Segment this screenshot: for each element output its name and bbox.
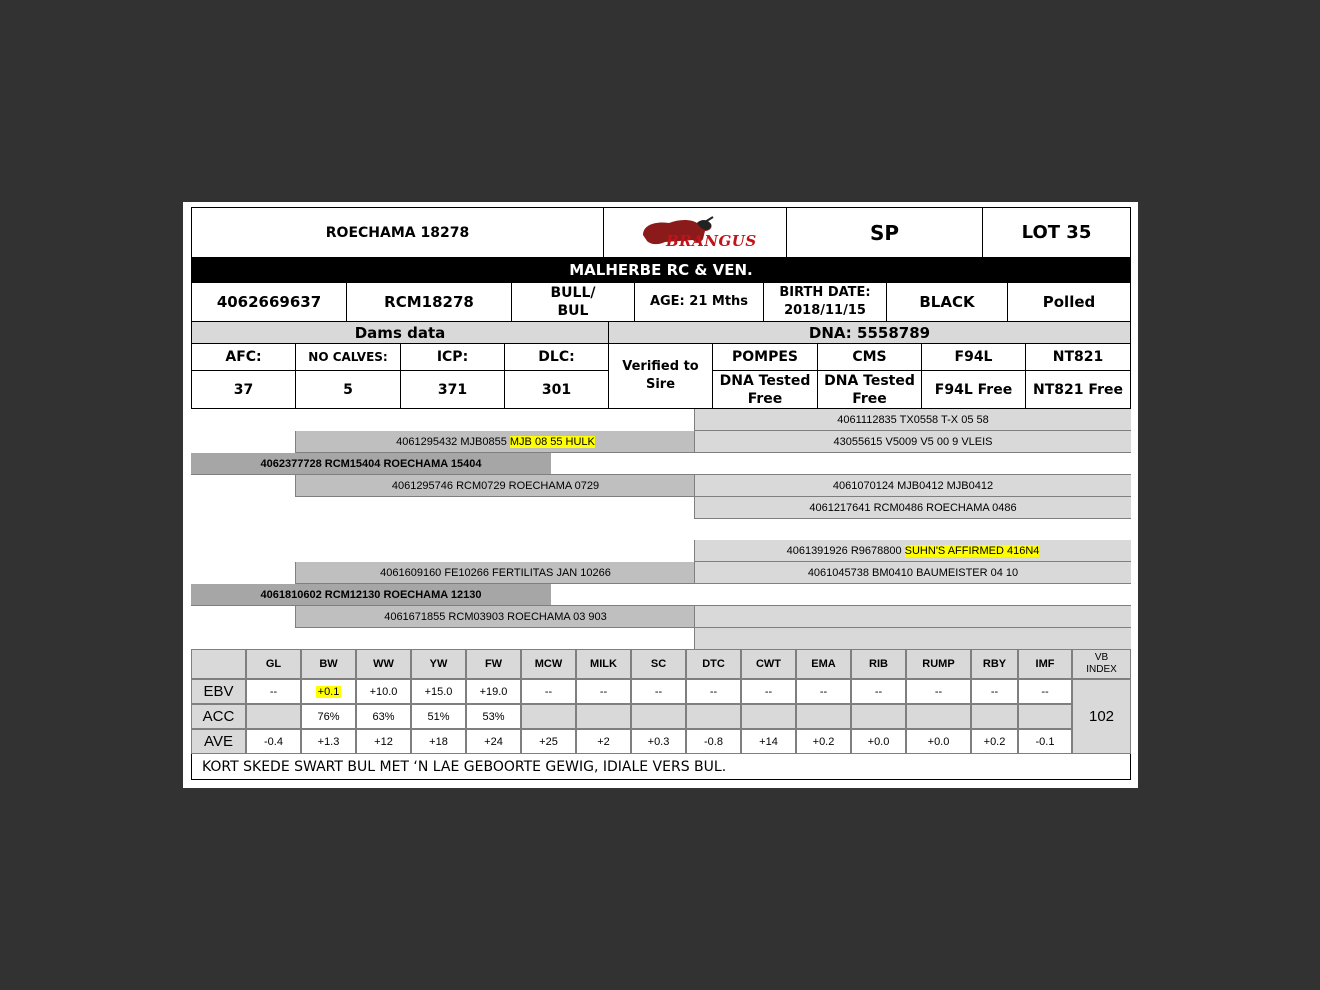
dna-test-f94l: F94L xyxy=(921,343,1026,371)
ebv-value: 53% xyxy=(482,710,505,723)
ebv-cell xyxy=(576,704,631,729)
ebv-value: -- xyxy=(819,685,828,698)
color-cell: BLACK xyxy=(886,282,1008,322)
ebv-value: -- xyxy=(764,685,773,698)
pedigree-dss-highlight: SUHN'S AFFIRMED 416N4 xyxy=(904,544,1040,557)
vb-index-label-line2: INDEX xyxy=(1086,664,1117,675)
ebv-value: +18 xyxy=(429,735,448,748)
pedigree-dam: 4061810602 RCM12130 ROECHAMA 12130 xyxy=(191,584,551,606)
birth-date: 2018/11/15 xyxy=(784,303,866,318)
ebv-value: +0.0 xyxy=(867,735,890,748)
verified-to-sire xyxy=(608,343,713,409)
vb-index-header xyxy=(1072,649,1131,679)
ebv-cell xyxy=(246,679,301,704)
class-label: SP xyxy=(786,207,983,258)
dna-header: DNA: 5558789 xyxy=(608,321,1131,344)
dna-test-nt821: NT821 xyxy=(1025,343,1131,371)
dams-icp-label: ICP: xyxy=(400,343,505,371)
dams-dlc-value: 301 xyxy=(504,370,609,409)
sex-line2: BUL xyxy=(557,303,589,319)
ebv-cell xyxy=(301,704,356,729)
ebv-value: -0.4 xyxy=(264,735,283,748)
ebv-cell xyxy=(971,704,1018,729)
ebv-cell xyxy=(851,729,906,754)
ebv-cell xyxy=(576,679,631,704)
ebv-cell xyxy=(796,679,851,704)
catalogue-card xyxy=(183,202,1138,788)
ebv-cell xyxy=(521,679,576,704)
ebv-cell xyxy=(246,729,301,754)
ebv-header-milk: MILK xyxy=(576,649,631,679)
ebv-header-ww: WW xyxy=(356,649,411,679)
ebv-cell xyxy=(686,729,741,754)
pedigree-dd: 4061671855 RCM03903 ROECHAMA 03 903 xyxy=(295,606,695,628)
ebv-cell xyxy=(796,704,851,729)
ebv-value: -0.8 xyxy=(704,735,723,748)
ebv-value: -- xyxy=(874,685,883,698)
animal-code: RCM18278 xyxy=(346,282,512,322)
ebv-cell xyxy=(741,679,796,704)
id-number: 4062669637 xyxy=(191,282,347,322)
ebv-value: +15.0 xyxy=(424,685,453,698)
dna-test-cms: CMS xyxy=(817,343,922,371)
horn-cell: Polled xyxy=(1007,282,1131,322)
ebv-cell xyxy=(971,729,1018,754)
brangus-logo xyxy=(603,207,787,258)
ebv-cell xyxy=(246,704,301,729)
ebv-header-gl: GL xyxy=(246,649,301,679)
ebv-value: +0.3 xyxy=(647,735,670,748)
ebv-header-bw: BW xyxy=(301,649,356,679)
ebv-cell xyxy=(466,729,521,754)
ebv-cell xyxy=(356,729,411,754)
ebv-cell xyxy=(906,704,971,729)
pedigree-blank-2 xyxy=(551,584,1131,606)
ebv-cell xyxy=(411,679,466,704)
ebv-value: -- xyxy=(1041,685,1049,698)
ebv-value: -- xyxy=(934,685,943,698)
pedigree-ss xyxy=(295,431,695,453)
ebv-cell xyxy=(521,729,576,754)
ebv-cell xyxy=(906,679,971,704)
ebv-value: +10.0 xyxy=(369,685,398,698)
dna-result-f94l: F94L Free xyxy=(921,370,1026,409)
ebv-value: +2 xyxy=(597,735,610,748)
age-cell: AGE: 21 Mths xyxy=(634,282,764,322)
ebv-value: -- xyxy=(269,685,278,698)
ebv-header-sc: SC xyxy=(631,649,686,679)
pedigree-sd: 4061295746 RCM0729 ROECHAMA 0729 xyxy=(295,475,695,497)
ebv-value: +1.3 xyxy=(317,735,340,748)
dams-data-header: Dams data xyxy=(191,321,609,344)
pedigree-dss-id: 4061391926 R9678800 xyxy=(786,544,905,557)
ebv-cell xyxy=(411,704,466,729)
birth-date-label: BIRTH DATE: xyxy=(779,285,871,300)
dams-calves-value: 5 xyxy=(295,370,401,409)
ebv-header-ema: EMA xyxy=(796,649,851,679)
ebv-cell xyxy=(301,729,356,754)
ebv-header-imf: IMF xyxy=(1018,649,1072,679)
breeder-bar: MALHERBE RC & VEN. xyxy=(191,258,1131,282)
ebv-value: +0.0 xyxy=(927,735,950,748)
verified-line1: Verified to xyxy=(622,359,699,374)
dna-result-nt821: NT821 Free xyxy=(1025,370,1131,409)
pedigree-sdd: 4061217641 RCM0486 ROECHAMA 0486 xyxy=(694,497,1131,519)
sex-line1: BULL/ xyxy=(550,285,596,301)
ebv-value: -0.1 xyxy=(1035,735,1055,748)
vb-index-label-line1: VB xyxy=(1094,652,1109,663)
ebv-cell xyxy=(576,729,631,754)
ebv-value: -- xyxy=(654,685,663,698)
dna-result-cms xyxy=(817,370,922,409)
pedigree-dsd: 4061045738 BM0410 BAUMEISTER 04 10 xyxy=(694,562,1131,584)
ebv-value: -- xyxy=(709,685,718,698)
ebv-header-rump: RUMP xyxy=(906,649,971,679)
ebv-row-label-acc: ACC xyxy=(191,704,246,729)
pedigree-sss: 4061112835 TX0558 T-X 05 58 xyxy=(694,409,1131,431)
dna-result-line1: DNA Tested xyxy=(824,372,915,389)
ebv-header-rib: RIB xyxy=(851,649,906,679)
pedigree-sds: 4061070124 MJB0412 MJB0412 xyxy=(694,475,1131,497)
ebv-cell xyxy=(356,704,411,729)
dams-calves-label: NO CALVES: xyxy=(295,343,401,371)
pedigree-ddd xyxy=(694,628,1131,650)
ebv-cell xyxy=(686,679,741,704)
ebv-cell xyxy=(466,704,521,729)
dna-result-pompes xyxy=(712,370,818,409)
ebv-cell xyxy=(971,679,1018,704)
ebv-header-dtc: DTC xyxy=(686,649,741,679)
ebv-value: +0.2 xyxy=(812,735,835,748)
ebv-cell xyxy=(631,679,686,704)
ebv-cell xyxy=(411,729,466,754)
dams-afc-label: AFC: xyxy=(191,343,296,371)
ebv-value: -- xyxy=(599,685,608,698)
ebv-cell xyxy=(1018,704,1072,729)
sex-cell xyxy=(511,282,635,322)
dams-icp-value: 371 xyxy=(400,370,505,409)
ebv-row-label-ave: AVE xyxy=(191,729,246,754)
dams-dlc-label: DLC: xyxy=(504,343,609,371)
animal-name: ROECHAMA 18278 xyxy=(191,207,604,258)
ebv-cell xyxy=(906,729,971,754)
ebv-cell xyxy=(356,679,411,704)
ebv-row-label-ebv: EBV xyxy=(191,679,246,704)
ebv-value: 63% xyxy=(372,710,395,723)
ebv-header-fw: FW xyxy=(466,649,521,679)
ebv-cell xyxy=(741,704,796,729)
ebv-cell xyxy=(741,729,796,754)
lot-number: LOT 35 xyxy=(982,207,1131,258)
pedigree-ss-id: 4061295432 MJB0855 xyxy=(396,435,510,448)
pedigree-sire: 4062377728 RCM15404 ROECHAMA 15404 xyxy=(191,453,551,475)
birth-date-cell xyxy=(763,282,887,322)
ebv-header-rby: RBY xyxy=(971,649,1018,679)
ebv-value: 51% xyxy=(427,710,450,723)
ebv-header-yw: YW xyxy=(411,649,466,679)
verified-line2: Sire xyxy=(645,377,676,392)
ebv-cell xyxy=(1018,679,1072,704)
ebv-value: -- xyxy=(990,685,999,698)
ebv-value: +0.1 xyxy=(317,685,340,698)
ebv-value: +25 xyxy=(539,735,558,748)
ebv-value: 76% xyxy=(317,710,340,723)
dna-result-line1: DNA Tested xyxy=(719,372,811,389)
ebv-cell xyxy=(466,679,521,704)
ebv-cell xyxy=(851,679,906,704)
ebv-cell xyxy=(631,729,686,754)
comment: KORT SKEDE SWART BUL MET ‘N LAE GEBOORTE GEWIG, IDIALE VERS BUL. xyxy=(191,753,1131,780)
ebv-header-mcw: MCW xyxy=(521,649,576,679)
pedigree-blank-1 xyxy=(551,453,1131,475)
ebv-corner xyxy=(191,649,246,679)
ebv-value: +0.2 xyxy=(983,735,1006,748)
ebv-cell xyxy=(631,704,686,729)
dna-test-pompes: POMPES xyxy=(712,343,818,371)
pedigree-ds: 4061609160 FE10266 FERTILITAS JAN 10266 xyxy=(295,562,695,584)
ebv-cell xyxy=(686,704,741,729)
ebv-value: +19.0 xyxy=(479,685,508,698)
ebv-value: -- xyxy=(544,685,553,698)
dna-result-line2: Free xyxy=(852,390,887,407)
ebv-value: +14 xyxy=(759,735,778,748)
pedigree-ssd: 43055615 V5009 V5 00 9 VLEIS xyxy=(694,431,1131,453)
pedigree-dds xyxy=(694,606,1131,628)
vb-index-value: 102 xyxy=(1072,679,1131,754)
ebv-cell xyxy=(521,704,576,729)
ebv-cell xyxy=(301,679,356,704)
dams-afc-value: 37 xyxy=(191,370,296,409)
logo-text: BRANGUS xyxy=(666,232,757,250)
pedigree-ss-highlight: MJB 08 55 HULK xyxy=(509,435,595,448)
ebv-cell xyxy=(1018,729,1072,754)
ebv-cell xyxy=(851,704,906,729)
ebv-value: +12 xyxy=(374,735,393,748)
ebv-value: +24 xyxy=(484,735,503,748)
ebv-cell xyxy=(796,729,851,754)
dna-result-line2: Free xyxy=(747,390,783,407)
pedigree-dss xyxy=(694,540,1131,562)
ebv-header-cwt: CWT xyxy=(741,649,796,679)
